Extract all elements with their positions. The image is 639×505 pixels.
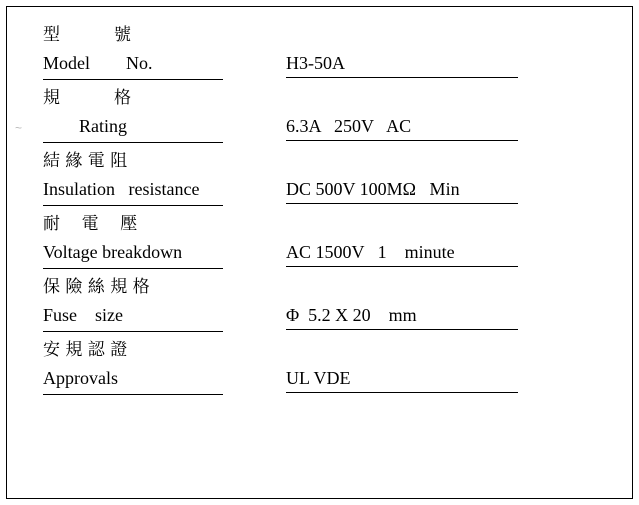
row-label-cell (43, 273, 248, 332)
row-value-cell (248, 336, 583, 393)
table-row (43, 336, 583, 395)
label-underline (43, 142, 223, 143)
specification-table (43, 21, 583, 395)
label-en: Insulation resistance (43, 179, 200, 199)
value-spacer (286, 84, 583, 113)
label-cjk: 耐 電 壓 (43, 214, 138, 234)
value-text: 6.3A 250V AC (286, 116, 412, 136)
value-spacer (286, 147, 583, 176)
label-cjk: 結 緣 電 阻 (43, 151, 128, 171)
value-text: H3-50A (286, 53, 345, 73)
label-en: Rating (43, 116, 127, 136)
value-text: Φ 5.2 X 20 mm (286, 305, 417, 325)
row-value-cell (248, 84, 583, 141)
value-underline (286, 392, 518, 393)
label-underline (43, 205, 223, 206)
label-underline (43, 268, 223, 269)
table-row (43, 210, 583, 269)
label-en: Approvals (43, 368, 118, 388)
value-underline (286, 329, 518, 330)
value-text: DC 500V 100MΩ Min (286, 179, 460, 199)
label-underline (43, 79, 223, 80)
label-underline (43, 331, 223, 332)
label-cjk: 規 格 (43, 88, 132, 108)
row-label-cell (43, 21, 248, 80)
stray-mark: ~ (15, 121, 23, 135)
row-label-cell (43, 336, 248, 395)
value-spacer (286, 336, 583, 365)
row-value-cell (248, 21, 583, 78)
row-value-cell (248, 210, 583, 267)
row-label-cell (43, 210, 248, 269)
value-underline (286, 77, 518, 78)
table-row (43, 84, 583, 143)
document-frame (6, 6, 633, 499)
table-row (43, 273, 583, 332)
value-spacer (286, 21, 583, 50)
row-value-cell (248, 273, 583, 330)
row-label-cell (43, 84, 248, 143)
label-en: Voltage breakdown (43, 242, 183, 262)
row-value-cell (248, 147, 583, 204)
table-row (43, 147, 583, 206)
label-cjk: 保 險 絲 規 格 (43, 277, 150, 297)
value-underline (286, 266, 518, 267)
label-en: Fuse size (43, 305, 123, 325)
label-underline (43, 394, 223, 395)
value-text: UL VDE (286, 368, 351, 388)
value-underline (286, 203, 518, 204)
value-spacer (286, 210, 583, 239)
value-underline (286, 140, 518, 141)
label-cjk: 安 規 認 證 (43, 340, 128, 360)
label-en: Model No. (43, 53, 153, 73)
value-spacer (286, 273, 583, 302)
label-cjk: 型 號 (43, 25, 132, 45)
row-label-cell (43, 147, 248, 206)
value-text: AC 1500V 1 minute (286, 242, 455, 262)
table-row (43, 21, 583, 80)
